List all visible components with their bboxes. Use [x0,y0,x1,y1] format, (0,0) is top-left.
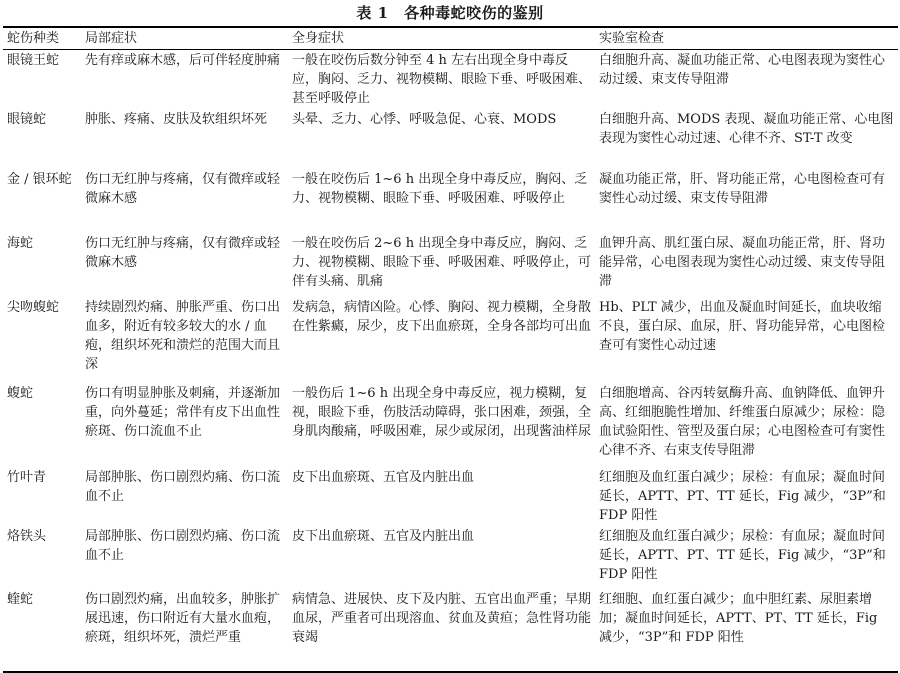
table-row [3,109,898,169]
cell-local-symptoms: 先有痒或麻木感，后可伴轻度肿痛 [85,53,281,68]
cell-lab-tests: 凝血功能正常，肝、肾功能正常，心电图检查可有窦性心动过缓、束支传导阻滞 [599,172,886,206]
cell-systemic-symptoms: 病情急、进展快、皮下及内脏、五官出血严重；早期血尿，严重者可出现溶血、贫血及黄疸；急性肾功能衰竭 [292,592,592,645]
table-row [3,526,898,589]
cell-lab-tests: 白细胞升高、MODS 表现、凝血功能正常、心电图表现为窦性心动过速、心律不齐、ST-T 改变 [599,112,894,146]
table-row [3,589,898,672]
cell-lab-tests: 红细胞及血红蛋白减少；尿检：有血尿；凝血时间延长，APTT、PT、TT 延长，Fig 减少，“3P”和 FDP 阳性 [599,470,886,523]
cell-snake-type: 竹叶青 [7,470,47,485]
cell-local-symptoms: 伤口剧烈灼痛，出血较多，肿胀扩展迅速，伤口附近有大量水血疱，瘀斑，组织坏死，溃烂严重 [85,592,281,645]
cell-snake-type: 金 / 银环蛇 [7,172,72,187]
table-title: 表 1 各种毒蛇咬伤的鉴别 [356,4,544,22]
cell-lab-tests: 白细胞升高、凝血功能正常、心电图表现为窦性心动过缓、束支传导阻滞 [599,53,886,87]
cell-lab-tests: 红细胞及血红蛋白减少；尿检：有血尿；凝血时间延长，APTT、PT、TT 延长，Fig 减少，“3P”和 FDP 阳性 [599,529,886,582]
cell-local-symptoms: 局部肿胀、伤口剧烈灼痛、伤口流血不止 [85,529,281,563]
cell-systemic-symptoms: 一般在咬伤后 2~6 h 出现全身中毒反应，胸闷、乏力、视物模糊、眼睑下垂、呼吸困难、呼吸停止，可伴有头痛、肌痛 [292,236,592,289]
cell-systemic-symptoms: 一般在咬伤后数分钟至 4 h 左右出现全身中毒反应，胸闷、乏力、视物模糊、眼睑下垂、呼吸困难、甚至呼吸停止 [292,53,592,106]
cell-systemic-symptoms: 一般在咬伤后 1~6 h 出现全身中毒反应，胸闷、乏力、视物模糊、眼睑下垂、呼吸困难、呼吸停止 [292,172,588,206]
header-snake-type: 蛇伤种类 [7,31,60,46]
cell-lab-tests: 白细胞增高、谷丙转氨酶升高、血钠降低、血钾升高、红细胞脆性增加、纤维蛋白原减少；尿检：隐血试验阳性、管型及蛋白尿；心电图检查可有窦性心律不齐、右束支传导阻滞 [599,386,886,458]
cell-systemic-symptoms: 头晕、乏力、心悸、呼吸急促、心衰、MODS [292,112,557,127]
cell-lab-tests: 血钾升高、肌红蛋白尿、凝血功能正常，肝、肾功能异常，心电图表现为窦性心动过缓、束支传导阻滞 [599,236,886,289]
cell-local-symptoms: 伤口无红肿与疼痛，仅有微痒或轻微麻木感 [85,172,281,206]
cell-snake-type: 眼镜蛇 [7,112,47,127]
cell-local-symptoms: 伤口有明显肿胀及刺痛，并逐渐加重，向外蔓延；常伴有皮下出血性瘀斑、伤口流血不止 [85,386,281,439]
cell-lab-tests: Hb、PLT 减少，出血及凝血时间延长，血块收缩不良，蛋白尿、血尿，肝、肾功能异常，心电图检查可有窦性心动过速 [599,300,886,353]
cell-systemic-symptoms: 皮下出血瘀斑、五官及内脏出血 [292,470,475,485]
snake-bite-table [3,26,898,673]
table-row [3,383,898,467]
cell-systemic-symptoms: 发病急，病情凶险。心悸、胸闷、视力模糊，全身散在性紫癜，尿少，皮下出血瘀斑，全身各部均可出血 [292,300,592,334]
header-lab-tests: 实验室检查 [599,31,665,46]
header-local-symptoms: 局部症状 [85,31,138,46]
cell-snake-type: 蝰蛇 [7,592,34,607]
cell-systemic-symptoms: 皮下出血瘀斑、五官及内脏出血 [292,529,475,544]
cell-local-symptoms: 伤口无红肿与疼痛，仅有微痒或轻微麻木感 [85,236,281,270]
cell-local-symptoms: 持续剧烈灼痛、肿胀严重、伤口出血多，附近有较多较大的水 / 血疱，组织坏死和溃烂的范围大而且深 [85,300,281,372]
cell-local-symptoms: 肿胀、疼痛、皮肤及软组织坏死 [85,112,268,127]
cell-snake-type: 海蛇 [7,236,34,251]
header-row [3,27,898,50]
cell-local-symptoms: 局部肿胀、伤口剧烈灼痛、伤口流血不止 [85,470,281,504]
cell-systemic-symptoms: 一般伤后 1~6 h 出现全身中毒反应，视力模糊，复视，眼睑下垂，伤肢活动障碍，张口困难，颈强，全身肌肉酸痛，呼吸困难，尿少或尿闭，出现酱油样尿 [292,386,592,439]
cell-snake-type: 尖吻蝮蛇 [7,300,60,315]
table-row [3,169,898,233]
cell-snake-type: 烙铁头 [7,529,47,544]
cell-snake-type: 眼镜王蛇 [7,53,60,68]
header-systemic-symptoms: 全身症状 [292,31,345,46]
table-row [3,467,898,526]
cell-lab-tests: 红细胞、血红蛋白减少；血中胆红素、尿胆素增加；凝血时间延长，APTT、PT、TT 延长，Fig 减少，“3P”和 FDP 阳性 [599,592,878,645]
table-row [3,233,898,297]
cell-snake-type: 蝮蛇 [7,386,34,401]
table-row [3,50,898,110]
table-row [3,297,898,383]
